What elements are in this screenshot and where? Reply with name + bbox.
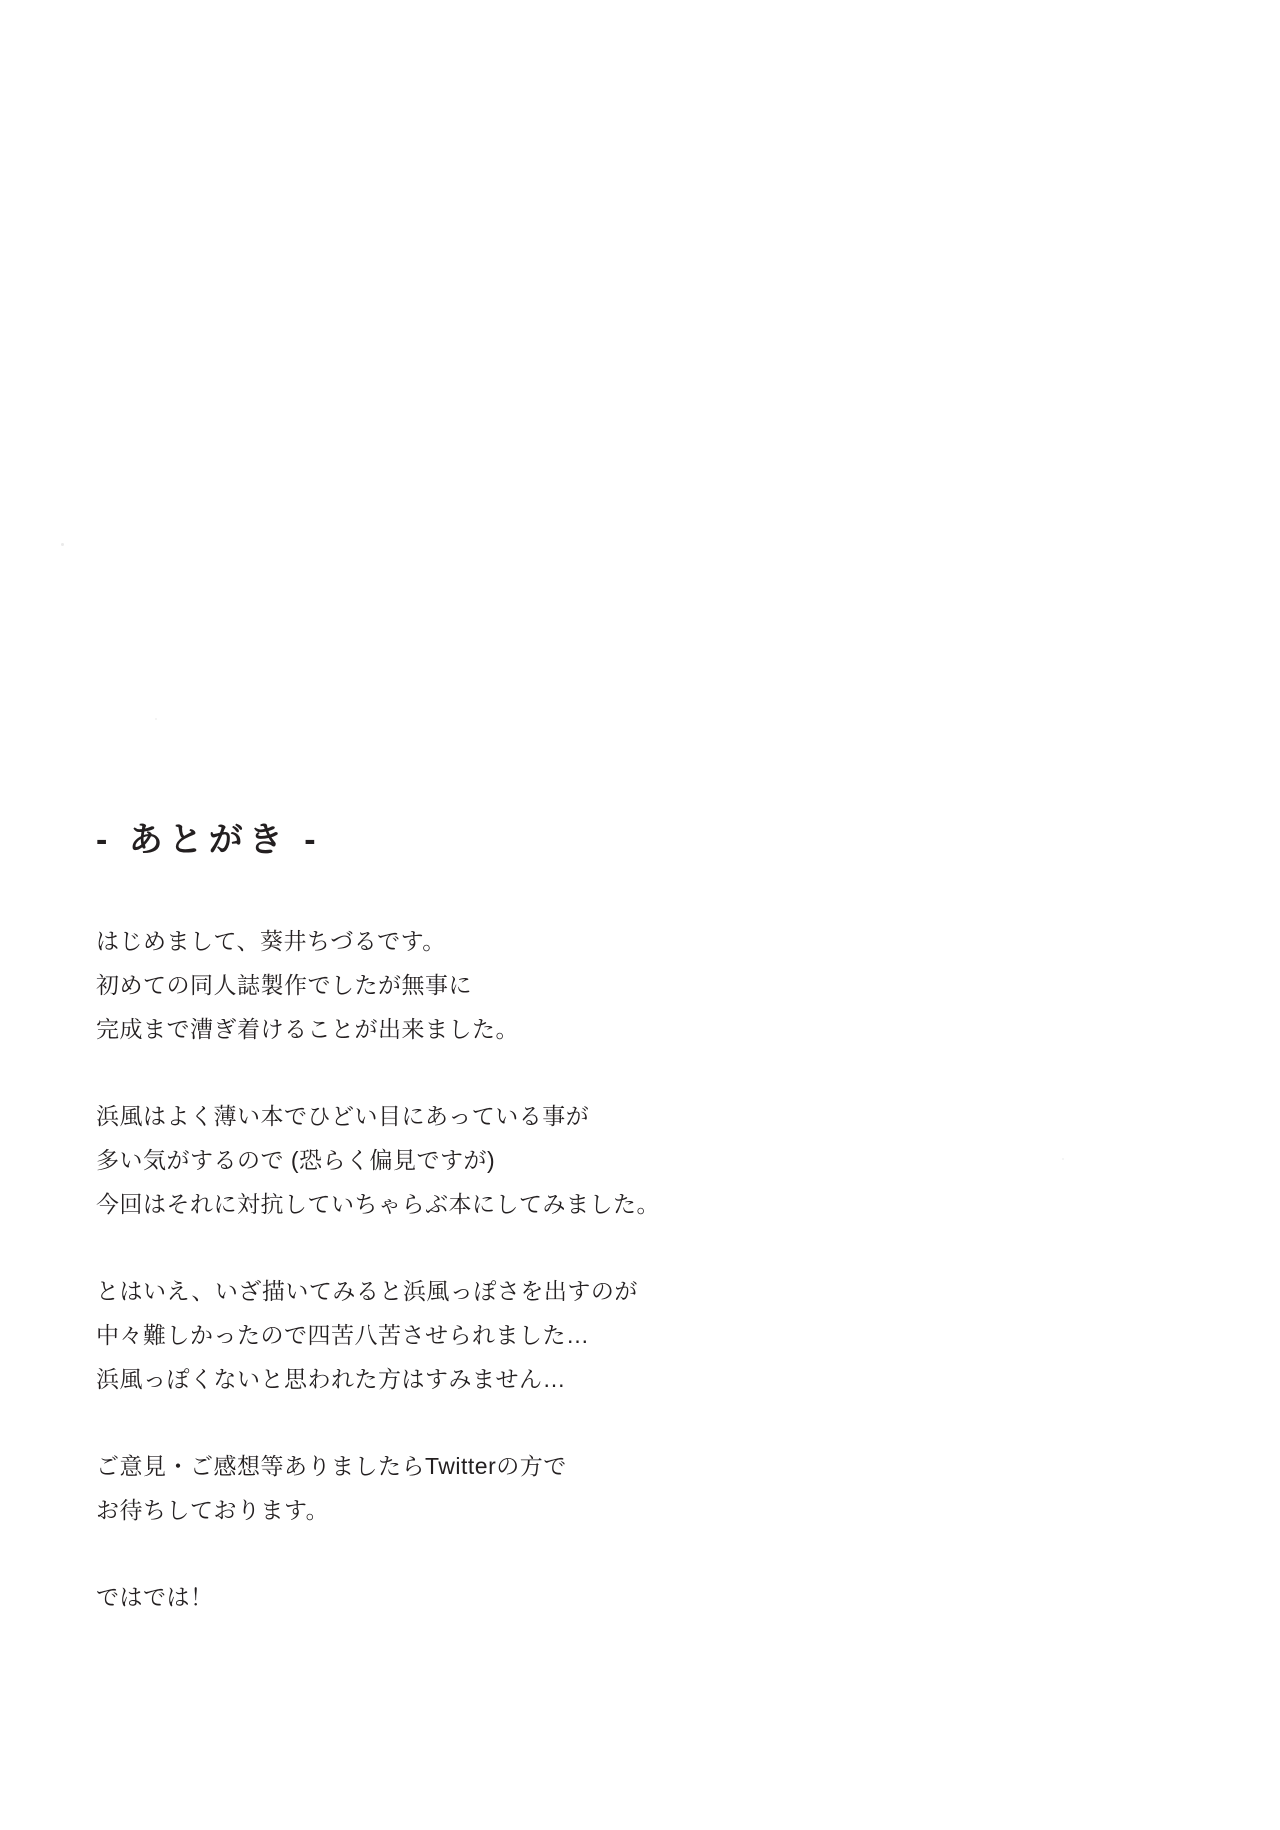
paper-speck: [61, 543, 64, 546]
afterword-line: 浜風っぽくないと思われた方はすみません…: [96, 1365, 566, 1392]
afterword-line: 多い気がするので (恐らく偏見ですが): [96, 1146, 496, 1173]
paper-speck: [155, 718, 157, 720]
afterword-line: ご意見・ご感想等ありましたらTwitterの方で: [96, 1452, 567, 1479]
afterword-line: お待ちしております。: [96, 1496, 330, 1523]
afterword-paragraph-difficulty-note: [96, 1269, 1146, 1401]
afterword-section: [96, 820, 1146, 1619]
afterword-line: 中々難しかったので四苦八苦させられました…: [96, 1321, 590, 1348]
afterword-line: 初めての同人誌製作でしたが無事に: [96, 971, 472, 998]
afterword-paragraph-sign-off: [96, 1575, 1146, 1619]
afterword-line: はじめまして、葵井ちづるです。: [96, 927, 446, 954]
afterword-paragraph-greeting: [96, 919, 1146, 1051]
afterword-title: - あとがき -: [96, 821, 322, 859]
afterword-line: 浜風はよく薄い本でひどい目にあっている事が: [96, 1102, 590, 1129]
afterword-paragraph-contact-note: [96, 1444, 1146, 1532]
afterword-paragraph-hamakaze-note: [96, 1094, 1146, 1226]
afterword-line: ではでは！: [96, 1583, 214, 1610]
afterword-line: 完成まで漕ぎ着けることが出来ました。: [96, 1015, 519, 1042]
afterword-line: 今回はそれに対抗していちゃらぶ本にしてみました。: [96, 1190, 660, 1217]
afterword-line: とはいえ、いざ描いてみると浜風っぽさを出すのが: [96, 1277, 638, 1304]
